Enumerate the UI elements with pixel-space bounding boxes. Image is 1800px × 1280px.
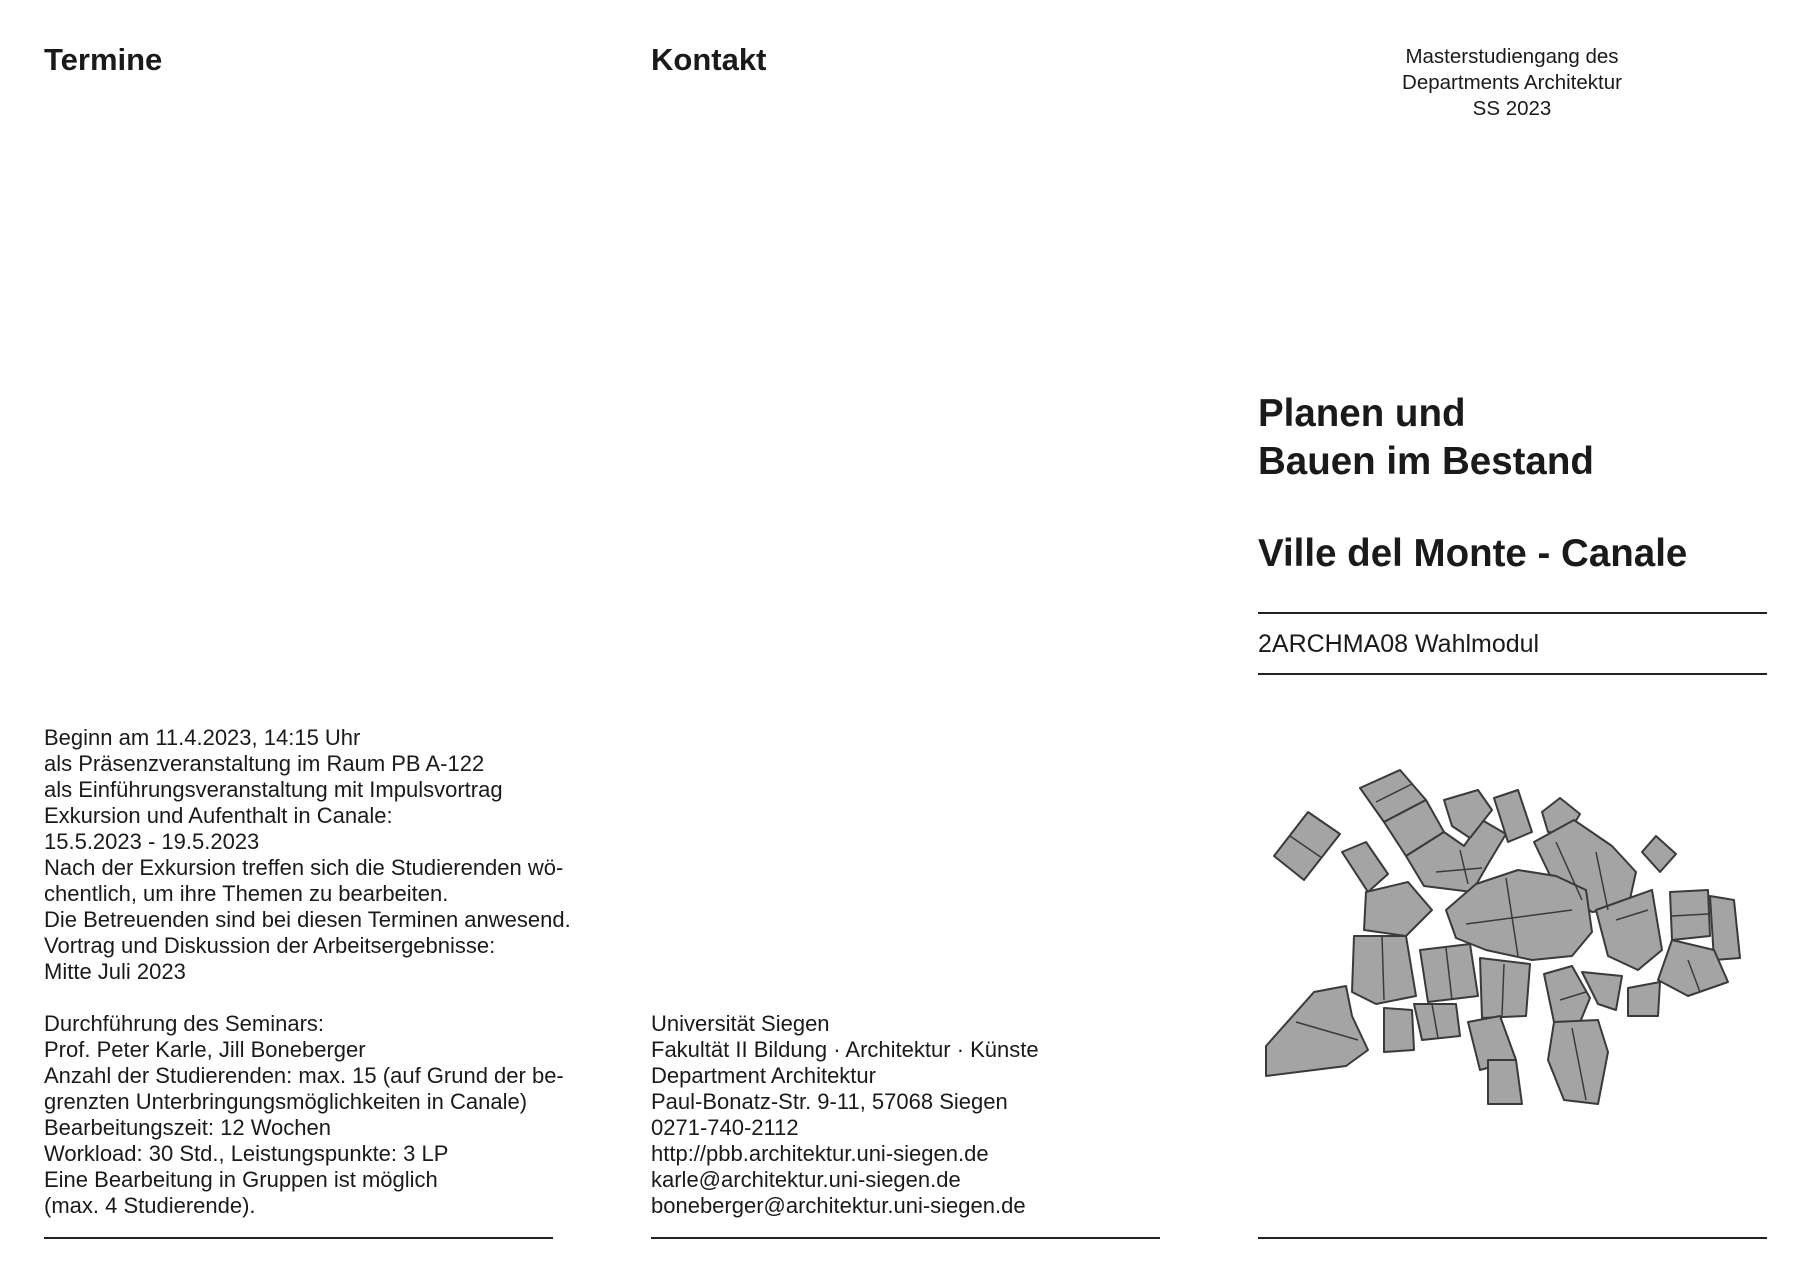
building-footprint — [1642, 836, 1676, 872]
detail-line: grenzten Unterbringungsmöglichkeiten in Canale) — [44, 1089, 528, 1114]
building-footprint — [1274, 812, 1340, 880]
place-title: Ville del Monte - Canale — [1258, 532, 1688, 575]
contact-block — [651, 1011, 1039, 1219]
schedule-line: 15.5.2023 - 19.5.2023 — [44, 829, 260, 854]
contact-website-link[interactable]: http://pbb.architektur.uni-siegen.de — [651, 1141, 989, 1166]
program-subtitle — [1352, 44, 1672, 122]
contact-line: Paul-Bonatz-Str. 9-11, 57068 Siegen — [651, 1089, 1008, 1114]
building-footprint — [1384, 1008, 1414, 1052]
cover-divider — [1258, 1237, 1767, 1239]
detail-line: Eine Bearbeitung in Gruppen ist möglich — [44, 1167, 438, 1192]
detail-line: Workload: 30 Std., Leistungspunkte: 3 LP — [44, 1141, 449, 1166]
building-footprint — [1342, 842, 1388, 892]
schedule-line: als Einführungsveranstaltung mit Impulsvortrag — [44, 777, 503, 802]
schedule-line: chentlich, um ihre Themen zu bearbeiten. — [44, 881, 449, 906]
building-footprint — [1628, 982, 1660, 1016]
detail-line: Anzahl der Studierenden: max. 15 (auf Grund der be- — [44, 1063, 564, 1088]
contact-line: Department Architektur — [651, 1063, 876, 1088]
course-title — [1258, 390, 1594, 486]
subtitle-line: Masterstudiengang des — [1405, 45, 1619, 68]
module-divider — [1258, 673, 1767, 675]
termine-divider — [44, 1237, 553, 1239]
building-footprint — [1480, 958, 1530, 1018]
building-footprint — [1266, 986, 1368, 1076]
module-label: 2ARCHMA08 Wahlmodul — [1258, 630, 1540, 658]
kontakt-divider — [651, 1237, 1160, 1239]
building-footprints — [1266, 770, 1740, 1104]
schedule-line: als Präsenzveranstaltung im Raum PB A-122 — [44, 751, 485, 776]
title-line: Planen und — [1258, 392, 1466, 435]
contact-email-link[interactable]: boneberger@architektur.uni-siegen.de — [651, 1193, 1026, 1218]
schedule-line: Nach der Exkursion treffen sich die Studierenden wö- — [44, 855, 564, 880]
building-footprint — [1488, 1060, 1522, 1104]
schedule-line: Vortrag und Diskussion der Arbeitsergebnisse: — [44, 933, 496, 958]
contact-line: Fakultät II Bildung · Architektur · Künste — [651, 1037, 1039, 1062]
title-divider — [1258, 612, 1767, 614]
schedule-block — [44, 725, 571, 985]
schedule-line: Mitte Juli 2023 — [44, 959, 186, 984]
seminar-details-block — [44, 1011, 564, 1219]
schedule-line: Beginn am 11.4.2023, 14:15 Uhr — [44, 725, 361, 750]
termine-heading: Termine — [44, 42, 163, 77]
detail-line: Durchführung des Seminars: — [44, 1011, 325, 1036]
contact-phone: 0271-740-2112 — [651, 1115, 799, 1140]
detail-line: Prof. Peter Karle, Jill Boneberger — [44, 1037, 366, 1062]
schedule-line: Exkursion und Aufenthalt in Canale: — [44, 803, 393, 828]
title-line: Bauen im Bestand — [1258, 440, 1594, 483]
schedule-line: Die Betreuenden sind bei diesen Terminen anwesend. — [44, 907, 571, 932]
detail-line: (max. 4 Studierende). — [44, 1193, 256, 1218]
contact-email-link[interactable]: karle@architektur.uni-siegen.de — [651, 1167, 961, 1192]
building-footprint — [1364, 882, 1432, 936]
contact-line: Universität Siegen — [651, 1011, 830, 1036]
subtitle-line: SS 2023 — [1472, 97, 1552, 120]
detail-line: Bearbeitungszeit: 12 Wochen — [44, 1115, 331, 1140]
site-plan-map — [1256, 760, 1766, 1120]
subtitle-line: Departments Architektur — [1402, 71, 1622, 94]
kontakt-heading: Kontakt — [651, 42, 767, 77]
